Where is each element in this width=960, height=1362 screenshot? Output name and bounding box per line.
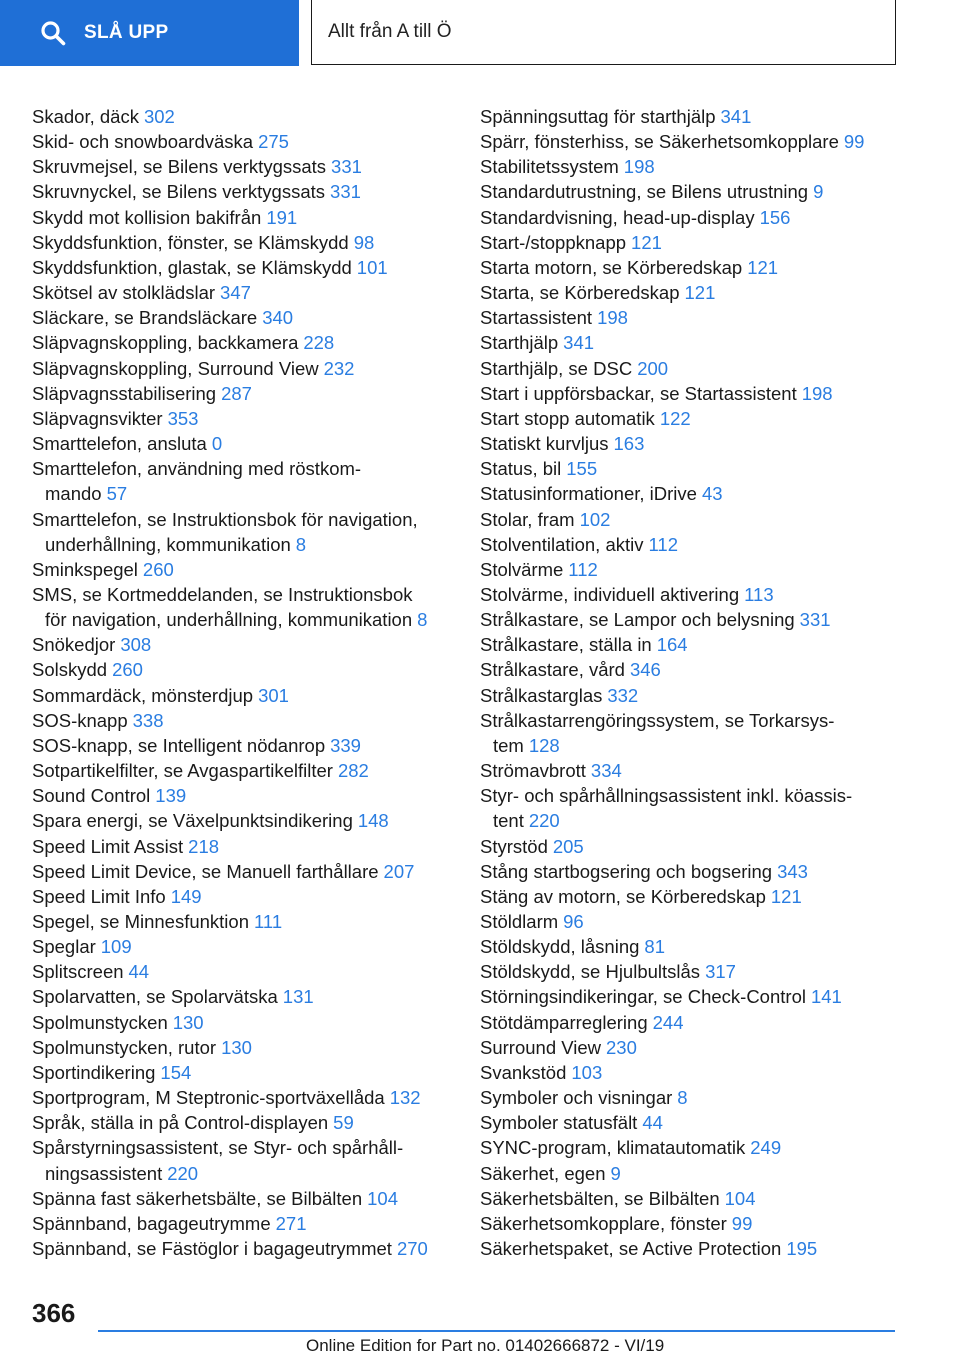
- index-entry: [480, 356, 920, 381]
- page-link[interactable]: 109: [100, 936, 132, 958]
- footer-divider: [98, 1330, 895, 1332]
- page-link[interactable]: 121: [747, 256, 779, 278]
- page-link[interactable]: 270: [396, 1238, 428, 1260]
- index-entry-text: Släpvagnskoppling, Surround View: [32, 357, 319, 379]
- index-entry: [32, 1010, 452, 1035]
- index-entry-text: Smarttelefon, användning med röstkom-: [32, 458, 362, 480]
- index-entry-text: Spärr, fönsterhiss, se Säkerhetsomkopplare: [480, 131, 839, 153]
- page-link[interactable]: 99: [731, 1212, 753, 1234]
- index-entry: [480, 708, 920, 758]
- index-entry: [32, 934, 452, 959]
- index-entry: [32, 758, 452, 783]
- index-entry-text: Skruvmejsel, se Bilens verktygssats: [32, 156, 327, 178]
- index-entry-text: Skyddsfunktion, glastak, se Klämskydd: [32, 256, 352, 278]
- page-link[interactable]: 8: [295, 533, 307, 555]
- index-entry-text: Stolventilation, aktiv: [480, 533, 644, 555]
- index-entry: [480, 1010, 920, 1035]
- index-entry: [32, 154, 452, 179]
- index-entry: [480, 255, 920, 280]
- page-link[interactable]: 130: [172, 1011, 204, 1033]
- page-link[interactable]: 99: [843, 131, 865, 153]
- index-entry-text: Symboler och visningar: [480, 1087, 673, 1109]
- index-entry-text: Strålkastare, ställa in: [480, 634, 652, 656]
- index-entry-text: Starta, se Körberedskap: [480, 282, 680, 304]
- index-entry-text: Status, bil: [480, 458, 562, 480]
- index-entry-text: Stöldskydd, se Hjulbultslås: [480, 961, 701, 983]
- page-link[interactable]: 232: [323, 357, 355, 379]
- page-link[interactable]: 141: [810, 986, 842, 1008]
- page-link[interactable]: 334: [590, 760, 622, 782]
- index-entry-text: Säkerhetspaket, se Active Protection: [480, 1238, 782, 1260]
- index-entry: [32, 1035, 452, 1060]
- page-link[interactable]: 154: [160, 1061, 192, 1083]
- index-entry-text: Språk, ställa in på Control-displayen: [32, 1112, 329, 1134]
- page-link[interactable]: 101: [356, 256, 388, 278]
- page-link[interactable]: 308: [120, 634, 152, 656]
- page-link[interactable]: 163: [613, 433, 645, 455]
- index-entry-text: Starta motorn, se Körberedskap: [480, 256, 743, 278]
- index-entry: [480, 1186, 920, 1211]
- index-entry: [480, 1060, 920, 1085]
- index-entry: [480, 481, 920, 506]
- index-entry-text: Stabilitetssystem: [480, 156, 619, 178]
- index-entry-text: Släpvagnsstabilisering: [32, 382, 217, 404]
- index-entry-text: Spolarvatten, se Spolarvätska: [32, 986, 278, 1008]
- index-entry-text: Startassistent: [480, 307, 593, 329]
- index-entry: [480, 582, 920, 607]
- page-link[interactable]: 111: [254, 911, 283, 932]
- page-link[interactable]: 331: [799, 609, 831, 631]
- page-link[interactable]: 260: [112, 659, 143, 681]
- index-entry-text: Start i uppförsbackar, se Startassistent: [480, 382, 797, 404]
- index-entry: [32, 104, 452, 129]
- index-entry: [32, 280, 452, 305]
- index-entry-text: Stolvärme, individuell aktivering: [480, 583, 740, 605]
- index-entry: [480, 154, 920, 179]
- index-entry: [32, 783, 452, 808]
- index-entry: [32, 356, 452, 381]
- page-link[interactable]: 164: [656, 634, 688, 656]
- index-entry: [480, 456, 920, 481]
- page-link[interactable]: 338: [132, 709, 164, 731]
- page-link[interactable]: 207: [383, 860, 415, 882]
- index-entry-text: Spänningsuttag för starthjälp: [480, 106, 716, 127]
- index-entry: [480, 1211, 920, 1236]
- page-link[interactable]: 228: [303, 332, 335, 354]
- index-entry: [480, 783, 920, 833]
- index-column-right: [480, 104, 920, 1261]
- index-entry-text: Strålkastare, vård: [480, 659, 625, 681]
- index-entry-text: Skyddsfunktion, fönster, se Klämskydd: [32, 231, 349, 253]
- index-entry-text: SMS, se Kortmeddelanden, se Instruktionsbok: [32, 583, 413, 605]
- index-entry: [32, 1135, 452, 1185]
- page-link[interactable]: 343: [777, 860, 808, 882]
- breadcrumb[interactable]: [311, 0, 896, 65]
- index-entry: [32, 1060, 452, 1085]
- index-entry-text: Starthjälp: [480, 332, 559, 354]
- index-entry-text: Släckare, se Brandsläckare: [32, 307, 258, 329]
- page-link[interactable]: 200: [637, 357, 669, 379]
- index-entry-text: Stäng av motorn, se Körberedskap: [480, 885, 766, 907]
- index-entry-text: Stötdämparreglering: [480, 1011, 648, 1033]
- page-link[interactable]: 230: [606, 1036, 637, 1058]
- index-entry: [32, 1085, 452, 1110]
- index-entry: [32, 733, 452, 758]
- index-entry-text: Spännband, bagageutrymme: [32, 1212, 271, 1234]
- page-link[interactable]: 244: [652, 1011, 684, 1033]
- index-entry: [32, 456, 452, 506]
- index-entry: [480, 230, 920, 255]
- page-link[interactable]: 353: [167, 407, 199, 429]
- index-entry-text: Säkerhetsomkopplare, fönster: [480, 1212, 727, 1234]
- index-entry: [480, 934, 920, 959]
- index-entry: [32, 884, 452, 909]
- index-entry-text: Surround View: [480, 1036, 602, 1058]
- index-entry-text: Standardvisning, head-up-display: [480, 206, 755, 228]
- index-entry-text: mando: [45, 483, 102, 505]
- page-link[interactable]: 44: [128, 961, 150, 983]
- index-entry-text: Spolmunstycken, rutor: [32, 1036, 217, 1058]
- index-entry: [480, 834, 920, 859]
- index-entry: [32, 255, 452, 280]
- index-entry-text: Sommardäck, mönsterdjup: [32, 684, 254, 706]
- page-link[interactable]: 104: [367, 1187, 399, 1209]
- index-entry-text: Skruvnyckel, se Bilens verktygssats: [32, 181, 326, 203]
- page-link[interactable]: 347: [220, 282, 251, 304]
- index-entry: [480, 657, 920, 682]
- index-column-left: [32, 104, 452, 1261]
- page-link[interactable]: 220: [528, 810, 560, 832]
- index-entry-text: Svankstöd: [480, 1061, 567, 1083]
- index-entry: [480, 909, 920, 934]
- index-entry-text: underhållning, kommunikation: [45, 533, 291, 555]
- index-entry-text: Symboler statusfält: [480, 1112, 638, 1134]
- index-entry-text: Stolar, fram: [480, 508, 575, 530]
- index-entry: [480, 1161, 920, 1186]
- index-entry: [32, 808, 452, 833]
- index-entry: [480, 104, 920, 129]
- index-entry: [32, 330, 452, 355]
- index-entry: [32, 657, 452, 682]
- index-entry: [480, 1135, 920, 1160]
- index-entry: [32, 984, 452, 1009]
- index-entry-text: Sound Control: [32, 785, 151, 807]
- index-entry-text: ningsassistent: [45, 1162, 163, 1184]
- index-entry-text: Säkerhet, egen: [480, 1162, 606, 1184]
- index-entry: [480, 557, 920, 582]
- index-entry-text: Spänna fast säkerhetsbälte, se Bilbälten: [32, 1187, 363, 1209]
- index-entry: [480, 884, 920, 909]
- index-entry: [32, 834, 452, 859]
- index-entry-text: Styr- och spårhållningsassistent inkl. köassis-: [480, 785, 853, 807]
- index-entry: [480, 984, 920, 1009]
- page-link[interactable]: 113: [744, 583, 774, 605]
- index-entry: [480, 330, 920, 355]
- top-bar: [0, 0, 960, 66]
- index-entry: [480, 179, 920, 204]
- index-entry-text: Säkerhetsbälten, se Bilbälten: [480, 1187, 720, 1209]
- page-link[interactable]: 0: [211, 433, 223, 455]
- index-entry-text: Störningsindikeringar, se Check-Control: [480, 986, 806, 1008]
- index-entry-text: Snökedjor: [32, 634, 116, 656]
- page-link[interactable]: 218: [188, 835, 220, 857]
- page-link[interactable]: 155: [566, 458, 598, 480]
- index-entry: [32, 683, 452, 708]
- index-entry-text: Splitscreen: [32, 961, 124, 983]
- page-link[interactable]: 156: [759, 206, 791, 228]
- index-entry: [32, 230, 452, 255]
- index-entry: [480, 632, 920, 657]
- index-entry-text: Starthjälp, se DSC: [480, 357, 633, 379]
- page-link[interactable]: 287: [221, 382, 252, 404]
- index-entry: [32, 859, 452, 884]
- page-link[interactable]: 149: [170, 885, 202, 907]
- index-entry: [480, 1035, 920, 1060]
- search-icon: [40, 20, 66, 46]
- index-entry-text: Stolvärme: [480, 558, 564, 580]
- index-entry-text: Sotpartikelfilter, se Avgaspartikelfilter: [32, 760, 333, 782]
- index-entry: [480, 683, 920, 708]
- index-entry: [480, 129, 920, 154]
- index-entry-text: Speglar: [32, 936, 96, 958]
- index-entry-text: Stöldskydd, låsning: [480, 936, 640, 958]
- index-entry-text: Styrstöd: [480, 835, 548, 857]
- page-link[interactable]: 8: [417, 609, 428, 631]
- page-link[interactable]: 301: [258, 684, 289, 706]
- index-entry-text: tent: [493, 810, 524, 832]
- search-button-label: SLÅ UPP: [84, 22, 169, 43]
- index-entry-text: Strömavbrott: [480, 760, 586, 782]
- page-link[interactable]: 131: [282, 986, 314, 1008]
- page-link[interactable]: 341: [563, 332, 595, 354]
- page-link[interactable]: 139: [155, 785, 187, 807]
- page-link[interactable]: 8: [677, 1087, 688, 1109]
- page-link[interactable]: 103: [571, 1061, 603, 1083]
- page-link[interactable]: 9: [610, 1162, 621, 1184]
- index-entry: [480, 280, 920, 305]
- index-entry-text: Standardutrustning, se Bilens utrustning: [480, 181, 809, 203]
- page-link[interactable]: 275: [258, 131, 289, 153]
- index-entry-text: Stöldlarm: [480, 911, 559, 932]
- index-entry: [32, 909, 452, 934]
- index-entry: [32, 632, 452, 657]
- index-entry: [480, 406, 920, 431]
- index-entry: [480, 1085, 920, 1110]
- index-entry: [32, 1211, 452, 1236]
- page-link[interactable]: 271: [275, 1212, 307, 1234]
- page-link[interactable]: 121: [770, 885, 802, 907]
- index-entry-text: Skador, däck: [32, 106, 139, 127]
- page-link[interactable]: 102: [579, 508, 611, 530]
- page-number: 366: [32, 1298, 76, 1328]
- index-entry-text: tem: [493, 734, 524, 756]
- index-entry-text: SOS-knapp, se Intelligent nödanrop: [32, 734, 326, 756]
- page-link[interactable]: 98: [353, 231, 375, 253]
- index-entry-text: Strålkastarrengöringssystem, se Torkarsys-: [480, 709, 835, 731]
- index-entry-text: Smarttelefon, se Instruktionsbok för navigation,: [32, 508, 418, 530]
- index-entry: [32, 179, 452, 204]
- index-entry-text: Strålkastare, se Lampor och belysning: [480, 609, 795, 631]
- page-link[interactable]: 132: [389, 1087, 421, 1109]
- page-link[interactable]: 331: [331, 156, 362, 178]
- page-link[interactable]: 81: [644, 936, 665, 958]
- page-link[interactable]: 96: [563, 911, 584, 932]
- page-link[interactable]: 195: [786, 1238, 818, 1260]
- index-entry-text: Smarttelefon, ansluta: [32, 433, 207, 455]
- page-link[interactable]: 198: [801, 382, 833, 404]
- index-entry: [32, 406, 452, 431]
- index-entry-text: Speed Limit Info: [32, 885, 166, 907]
- index-entry-text: Spårstyrningsassistent, se Styr- och spårhåll-: [32, 1137, 404, 1159]
- page-link[interactable]: 340: [262, 307, 294, 329]
- index-entry: [480, 607, 920, 632]
- index-entry: [32, 557, 452, 582]
- index-entry-text: Spara energi, se Växelpunktsindikering: [32, 810, 353, 832]
- page-link[interactable]: 249: [750, 1137, 782, 1159]
- page-link[interactable]: 282: [337, 760, 369, 782]
- index-entry-text: Start stopp automatik: [480, 407, 655, 429]
- index-entry-text: Speed Limit Assist: [32, 835, 184, 857]
- page-link[interactable]: 205: [552, 835, 584, 857]
- page-link[interactable]: 128: [528, 734, 560, 756]
- index-entry-text: Statiskt kurvljus: [480, 433, 609, 455]
- index-entry: [32, 708, 452, 733]
- index-entry-text: Sminkspegel: [32, 558, 138, 580]
- page-link[interactable]: 43: [701, 483, 723, 505]
- page-link[interactable]: 112: [568, 558, 598, 580]
- index-entry: [480, 305, 920, 330]
- index-entry: [480, 205, 920, 230]
- page-link[interactable]: 331: [330, 181, 361, 203]
- page-link[interactable]: 317: [705, 961, 736, 983]
- index-entry: [480, 1110, 920, 1135]
- index-entry: [32, 1110, 452, 1135]
- page-link[interactable]: 9: [813, 181, 824, 203]
- index-entry: [480, 431, 920, 456]
- page-link[interactable]: 121: [684, 282, 716, 304]
- page-link[interactable]: 198: [623, 156, 655, 178]
- index-entry: [480, 1236, 920, 1261]
- index-entry: [32, 582, 452, 632]
- index-entry-text: Stång startbogsering och bogsering: [480, 860, 773, 882]
- index-entry-text: SOS-knapp: [32, 709, 128, 731]
- page-link[interactable]: 57: [106, 483, 128, 505]
- index-entry: [480, 507, 920, 532]
- index-entry-text: för navigation, underhållning, kommunikation: [45, 609, 413, 631]
- page-link[interactable]: 191: [266, 206, 298, 228]
- index-entry: [32, 381, 452, 406]
- index-entry-text: Släpvagnsvikter: [32, 407, 163, 429]
- index-entry-text: Släpvagnskoppling, backkamera: [32, 332, 299, 354]
- footer-edition: Online Edition for Part no. 01402666872 - VI/19: [306, 1336, 665, 1355]
- index-entry: [32, 305, 452, 330]
- index-entry: [480, 959, 920, 984]
- page-link[interactable]: 260: [142, 558, 174, 580]
- index-entry-text: Spännband, se Fästöglor i bagageutrymmet: [32, 1238, 392, 1260]
- page-link[interactable]: 341: [720, 106, 752, 127]
- index-entry: [480, 758, 920, 783]
- index-entry: [32, 1236, 452, 1261]
- index-entry: [32, 507, 452, 557]
- page-link[interactable]: 198: [597, 307, 628, 329]
- index-entry: [480, 532, 920, 557]
- index-entry: [32, 431, 452, 456]
- index-entry-text: Start-/stoppknapp: [480, 231, 627, 253]
- search-button[interactable]: [0, 0, 299, 66]
- page-link[interactable]: 130: [221, 1036, 252, 1058]
- page-link[interactable]: 220: [167, 1162, 199, 1184]
- index-entry-text: Skid- och snowboardväska: [32, 131, 254, 153]
- index-entry-text: SYNC-program, klimatautomatik: [480, 1137, 746, 1159]
- page-link[interactable]: 302: [143, 106, 175, 127]
- index-entry: [32, 959, 452, 984]
- index-entry-text: Statusinformationer, iDrive: [480, 483, 697, 505]
- index-entry-text: Skydd mot kollision bakifrån: [32, 206, 262, 228]
- index-entry: [32, 129, 452, 154]
- page-link[interactable]: 332: [607, 684, 639, 706]
- page-link[interactable]: 339: [330, 734, 361, 756]
- index-entry-text: Solskydd: [32, 659, 108, 681]
- index-entry-text: Spolmunstycken: [32, 1011, 168, 1033]
- index-entry-text: Spegel, se Minnesfunktion: [32, 911, 249, 932]
- page-link[interactable]: 112: [648, 533, 679, 555]
- index-entry-text: Strålkastarglas: [480, 684, 603, 706]
- page-link[interactable]: 148: [357, 810, 389, 832]
- page-link[interactable]: 121: [631, 231, 662, 253]
- index-entry: [480, 381, 920, 406]
- index-entry-text: Sportindikering: [32, 1061, 156, 1083]
- page-link[interactable]: 104: [724, 1187, 756, 1209]
- breadcrumb-label: Allt från A till Ö: [328, 21, 452, 42]
- index-entry-text: Skötsel av stolklädslar: [32, 282, 216, 304]
- page-link[interactable]: 44: [642, 1112, 663, 1134]
- page-link[interactable]: 346: [629, 659, 661, 681]
- page-link[interactable]: 122: [659, 407, 691, 429]
- index-entry-text: Speed Limit Device, se Manuell farthållare: [32, 860, 379, 882]
- index-entry: [32, 1186, 452, 1211]
- index-entry: [32, 205, 452, 230]
- index-entry: [480, 859, 920, 884]
- page-link[interactable]: 59: [333, 1112, 354, 1134]
- index-entry-text: Sportprogram, M Steptronic-sportväxellåda: [32, 1087, 385, 1109]
